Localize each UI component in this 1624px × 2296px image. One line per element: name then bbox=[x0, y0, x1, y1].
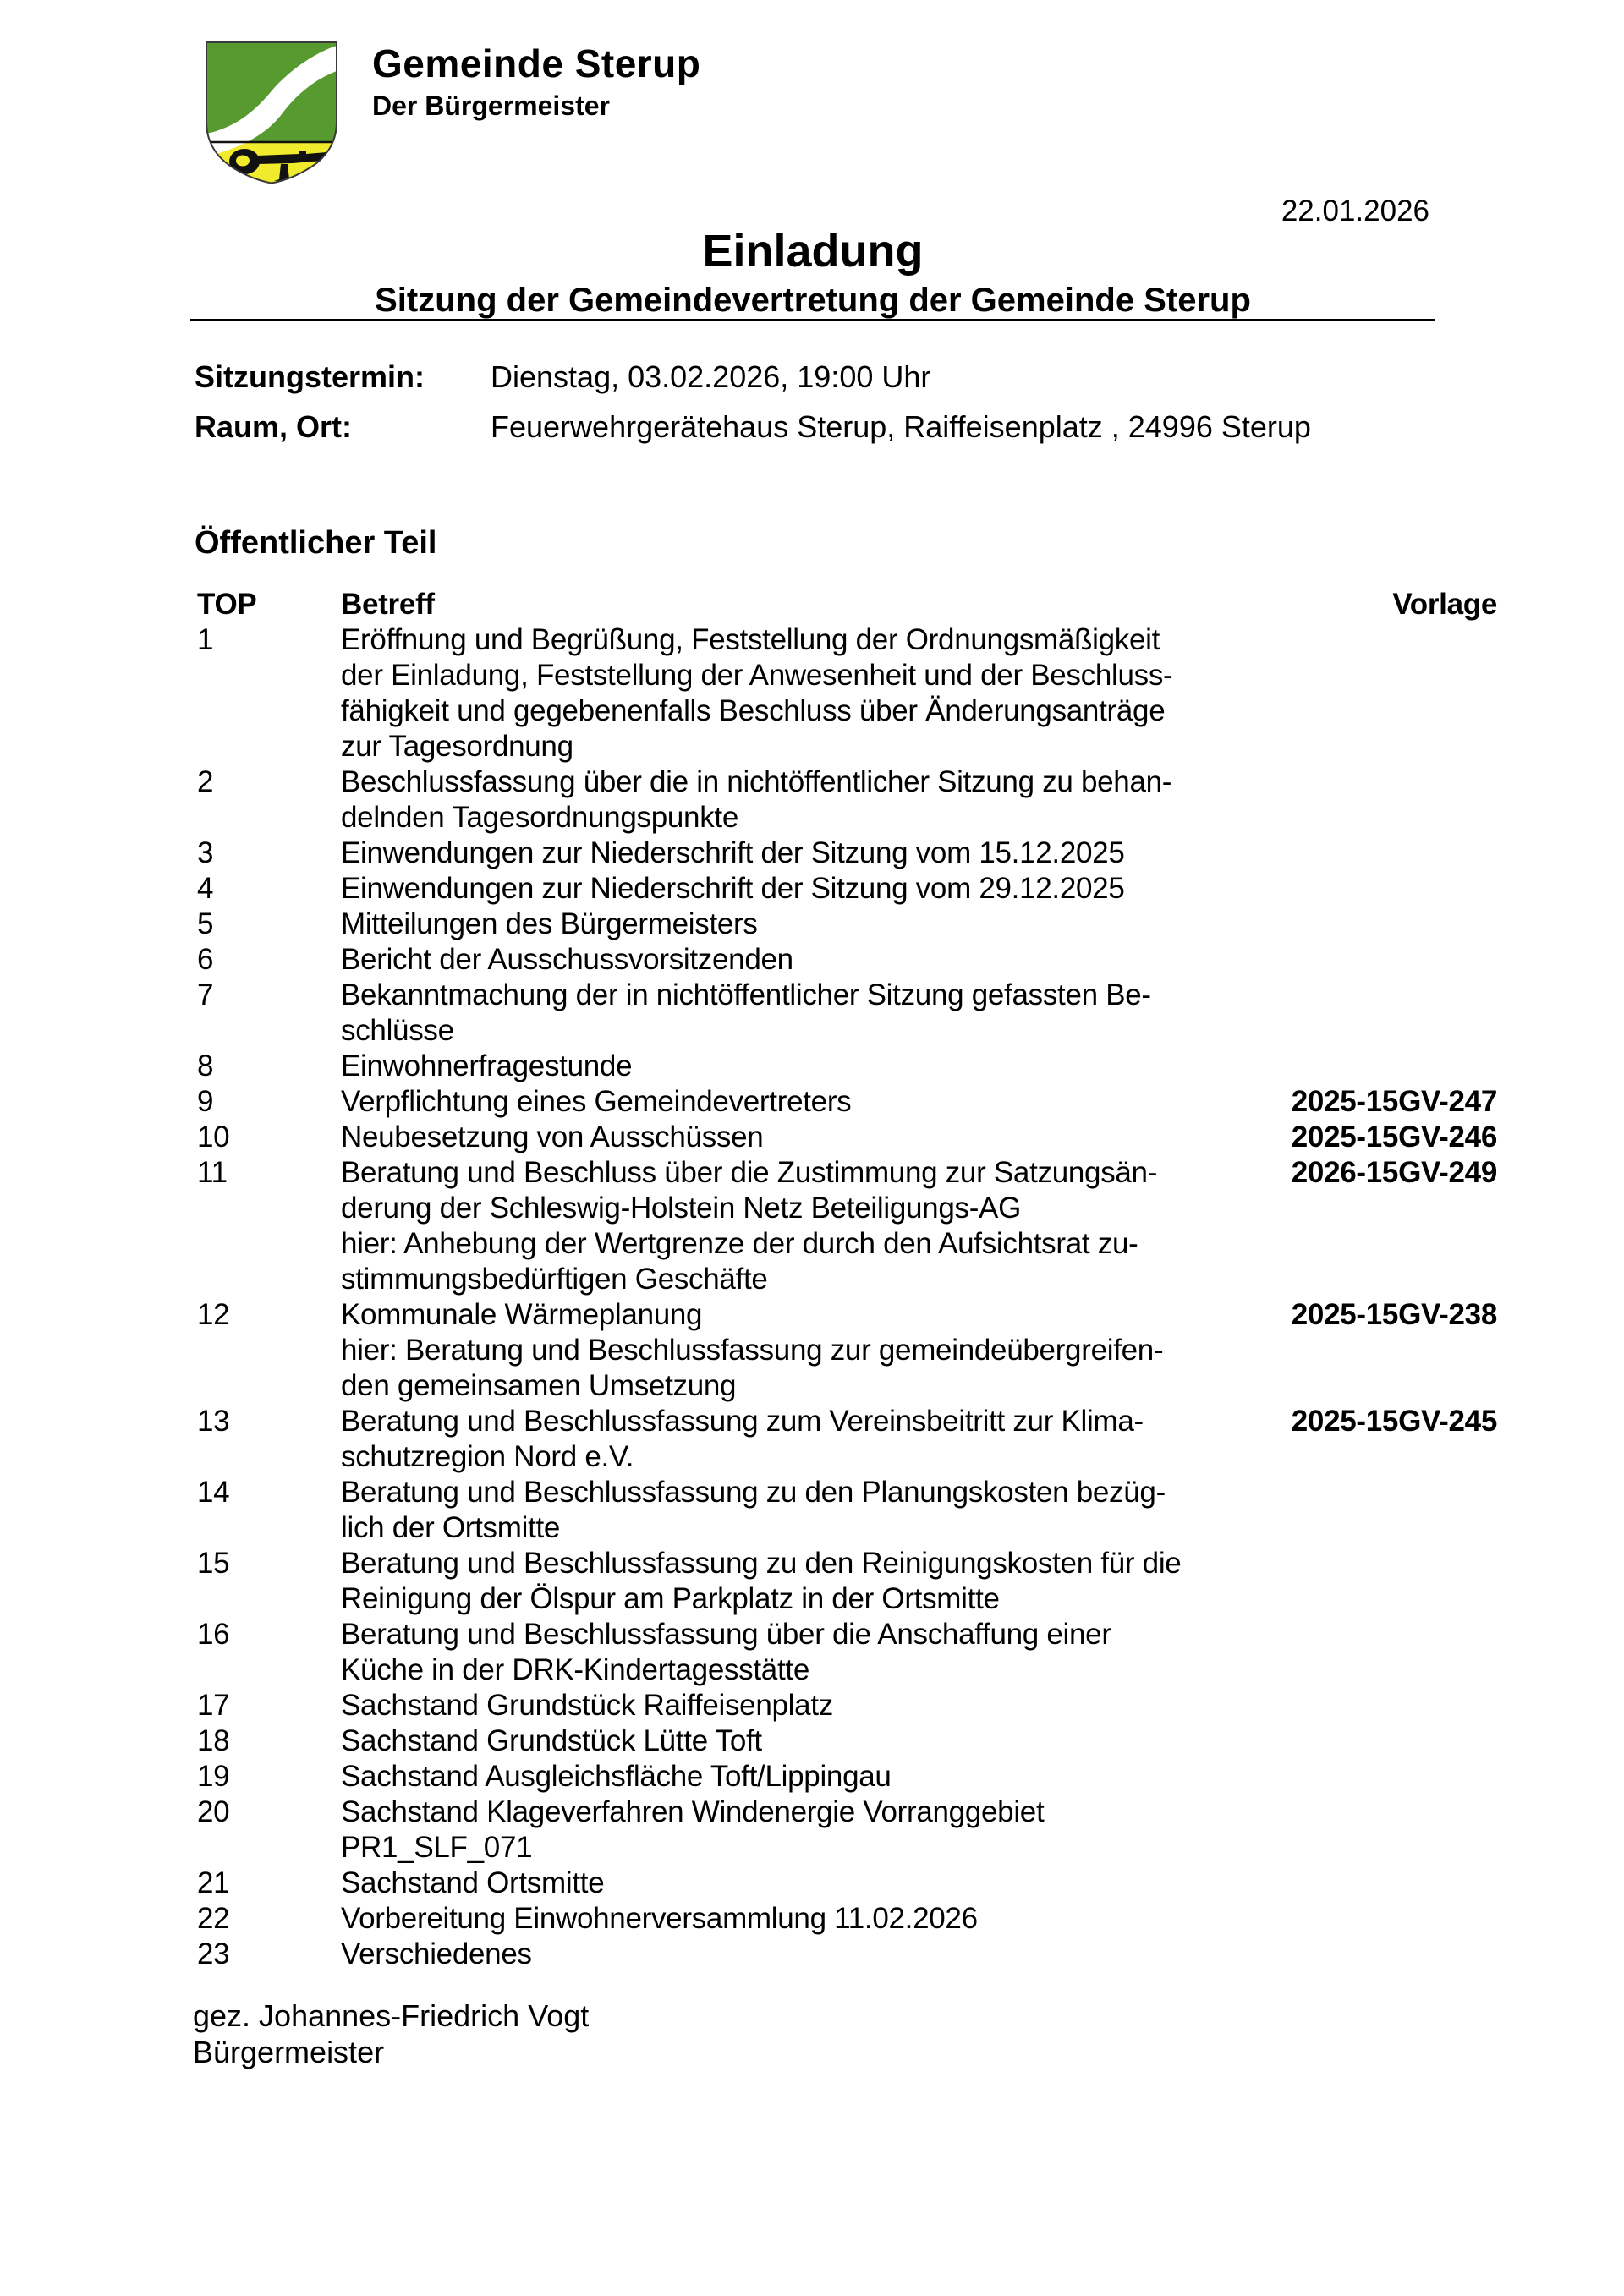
agenda-row bbox=[197, 1155, 1497, 1297]
meta-value: Dienstag, 03.02.2026, 19:00 Uhr bbox=[491, 359, 931, 394]
agenda-row bbox=[197, 1866, 1497, 1901]
agenda-subject-line: schlüsse bbox=[341, 1014, 454, 1047]
agenda-subject-line: fähigkeit und gegebenenfalls Beschluss über Änderungsanträge bbox=[341, 694, 1166, 727]
agenda-item-subject bbox=[341, 1759, 1286, 1795]
agenda-item-subject bbox=[341, 836, 1286, 871]
agenda-item-number: 5 bbox=[197, 907, 214, 940]
agenda-item-number: 12 bbox=[197, 1298, 230, 1331]
agenda-subject-line: Sachstand Grundstück Raiffeisenplatz bbox=[341, 1689, 833, 1722]
agenda-item-subject bbox=[341, 907, 1286, 942]
agenda-item-number: 21 bbox=[197, 1866, 230, 1899]
agenda-row bbox=[197, 622, 1497, 764]
agenda-row bbox=[197, 1546, 1497, 1617]
agenda-row bbox=[197, 978, 1497, 1049]
agenda-row bbox=[197, 836, 1497, 871]
agenda-subject-line: Beratung und Beschluss über die Zustimmung zur Satzungsän- bbox=[341, 1156, 1158, 1189]
agenda-subject-line: hier: Beratung und Beschlussfassung zur gemeindeübergreifen- bbox=[341, 1334, 1164, 1367]
org-role: Der Bürgermeister bbox=[372, 90, 610, 121]
agenda-item-number: 18 bbox=[197, 1724, 230, 1757]
letterhead bbox=[372, 42, 700, 121]
agenda-subject-line: Einwendungen zur Niederschrift der Sitzung vom 15.12.2025 bbox=[341, 836, 1125, 869]
agenda-subject-line: stimmungsbedürftigen Geschäfte bbox=[341, 1263, 768, 1296]
agenda-item-subject bbox=[341, 1404, 1286, 1475]
agenda-item-number: 10 bbox=[197, 1121, 230, 1153]
agenda-item-subject bbox=[341, 1546, 1286, 1617]
agenda-subject-line: zur Tagesordnung bbox=[341, 730, 573, 763]
agenda-item-vorlage: 2026-15GV-249 bbox=[1291, 1156, 1497, 1189]
title-rule bbox=[190, 319, 1435, 321]
agenda-subject-line: Mitteilungen des Bürgermeisters bbox=[341, 907, 758, 940]
agenda-row bbox=[197, 1901, 1497, 1937]
agenda-row bbox=[197, 1688, 1497, 1723]
agenda-subject-line: schutzregion Nord e.V. bbox=[341, 1440, 634, 1473]
agenda-subject-line: Bericht der Ausschussvorsitzenden bbox=[341, 943, 793, 976]
agenda-item-subject bbox=[341, 1120, 1286, 1155]
agenda-col-header-subject: Betreff bbox=[341, 588, 435, 621]
agenda-item-subject bbox=[341, 1866, 1286, 1901]
agenda-subject-line: Verschiedenes bbox=[341, 1937, 532, 1970]
agenda-item-number: 11 bbox=[197, 1156, 228, 1189]
document-title: Einladung bbox=[702, 226, 924, 277]
agenda-item-number: 19 bbox=[197, 1760, 230, 1793]
agenda-col-header-top: TOP bbox=[197, 588, 257, 621]
agenda-subject-line: Neubesetzung von Ausschüssen bbox=[341, 1121, 764, 1153]
agenda-row bbox=[197, 907, 1497, 942]
agenda-subject-line: Sachstand Ausgleichsfläche Toft/Lippingau bbox=[341, 1760, 892, 1793]
section-title-public-part: Öffentlicher Teil bbox=[195, 525, 437, 561]
municipality-coat-of-arms-icon bbox=[200, 37, 343, 188]
agenda-item-vorlage: 2025-15GV-245 bbox=[1291, 1405, 1497, 1438]
agenda-item-subject bbox=[341, 1297, 1286, 1404]
agenda-row bbox=[197, 871, 1497, 907]
agenda-item-number: 17 bbox=[197, 1689, 230, 1722]
agenda-item-subject bbox=[341, 871, 1286, 907]
agenda-subject-line: PR1_SLF_071 bbox=[341, 1831, 533, 1864]
agenda-item-subject bbox=[341, 978, 1286, 1049]
coat-of-arms-svg bbox=[200, 37, 343, 188]
agenda-row bbox=[197, 1404, 1497, 1475]
org-name: Gemeinde Sterup bbox=[372, 41, 701, 85]
agenda-item-number: 9 bbox=[197, 1085, 214, 1118]
agenda-row bbox=[197, 1475, 1497, 1546]
agenda-row bbox=[197, 942, 1497, 978]
agenda-subject-line: den gemeinsamen Umsetzung bbox=[341, 1369, 737, 1402]
signature-role: Bürgermeister bbox=[193, 2035, 385, 2069]
agenda-rows bbox=[197, 622, 1497, 1972]
agenda-item-number: 15 bbox=[197, 1547, 230, 1580]
agenda-subject-line: Vorbereitung Einwohnerversammlung 11.02.2026 bbox=[341, 1902, 978, 1935]
agenda-row bbox=[197, 1759, 1497, 1795]
agenda-item-subject bbox=[341, 1901, 1286, 1937]
agenda-row bbox=[197, 764, 1497, 836]
agenda-subject-line: Beratung und Beschlussfassung zum Vereinsbeitritt zur Klima- bbox=[341, 1405, 1144, 1438]
agenda-item-subject bbox=[341, 1049, 1286, 1084]
agenda-subject-line: Beschlussfassung über die in nichtöffentlicher Sitzung zu behan- bbox=[341, 765, 1172, 798]
agenda-subject-line: Beratung und Beschlussfassung zu den Planungskosten bezüg- bbox=[341, 1476, 1166, 1509]
agenda-row bbox=[197, 1617, 1497, 1688]
agenda-item-subject bbox=[341, 1937, 1286, 1972]
agenda-item-subject bbox=[341, 622, 1286, 764]
agenda-item-number: 4 bbox=[197, 872, 214, 905]
agenda-item-number: 14 bbox=[197, 1476, 230, 1509]
agenda-row bbox=[197, 1795, 1497, 1866]
agenda-subject-line: Reinigung der Ölspur am Parkplatz in der Ortsmitte bbox=[341, 1582, 1000, 1615]
agenda-row bbox=[197, 1723, 1497, 1759]
agenda-item-subject bbox=[341, 1155, 1286, 1297]
agenda-subject-line: delnden Tagesordnungspunkte bbox=[341, 801, 738, 834]
agenda-row bbox=[197, 1049, 1497, 1084]
signature-block bbox=[193, 1997, 589, 2070]
agenda-row bbox=[197, 1937, 1497, 1972]
agenda-subject-line: derung der Schleswig-Holstein Netz Beteiligungs-AG bbox=[341, 1192, 1022, 1225]
meta-row-termin bbox=[195, 359, 1379, 396]
agenda-subject-line: Sachstand Grundstück Lütte Toft bbox=[341, 1724, 762, 1757]
meta-label: Raum, Ort: bbox=[195, 409, 353, 444]
agenda-item-number: 22 bbox=[197, 1902, 230, 1935]
agenda-subject-line: Einwohnerfragestunde bbox=[341, 1049, 633, 1082]
agenda-subject-line: Sachstand Klageverfahren Windenergie Vorranggebiet bbox=[341, 1795, 1045, 1828]
agenda-item-vorlage: 2025-15GV-246 bbox=[1291, 1121, 1497, 1153]
agenda-item-number: 7 bbox=[197, 978, 214, 1011]
agenda-item-number: 6 bbox=[197, 943, 214, 976]
agenda-subject-line: Einwendungen zur Niederschrift der Sitzung vom 29.12.2025 bbox=[341, 872, 1125, 905]
meta-label: Sitzungstermin: bbox=[195, 359, 425, 394]
agenda-subject-line: Eröffnung und Begrüßung, Feststellung der Ordnungsmäßigkeit bbox=[341, 623, 1160, 656]
agenda-item-subject bbox=[341, 1795, 1286, 1866]
agenda-item-subject bbox=[341, 1723, 1286, 1759]
agenda-header-row bbox=[197, 587, 1497, 622]
document-subtitle: Sitzung der Gemeindevertretung der Gemeinde Sterup bbox=[375, 282, 1251, 319]
meeting-meta bbox=[195, 359, 1379, 458]
title-block bbox=[190, 227, 1435, 320]
agenda-row bbox=[197, 1084, 1497, 1120]
agenda-item-number: 20 bbox=[197, 1795, 230, 1828]
agenda-item-number: 2 bbox=[197, 765, 214, 798]
agenda-subject-line: Verpflichtung eines Gemeindevertreters bbox=[341, 1085, 852, 1118]
agenda-item-subject bbox=[341, 764, 1286, 836]
agenda-item-subject bbox=[341, 1475, 1286, 1546]
agenda-row bbox=[197, 1297, 1497, 1404]
agenda-item-vorlage: 2025-15GV-238 bbox=[1291, 1298, 1497, 1331]
agenda-col-header-vorlage: Vorlage bbox=[1392, 588, 1497, 621]
meta-value: Feuerwehrgerätehaus Sterup, Raiffeisenplatz , 24996 Sterup bbox=[491, 409, 1311, 444]
agenda-item-subject bbox=[341, 942, 1286, 978]
agenda-subject-line: Sachstand Ortsmitte bbox=[341, 1866, 605, 1899]
document-date: 22.01.2026 bbox=[1281, 195, 1429, 227]
agenda-item-number: 1 bbox=[197, 623, 214, 656]
agenda-subject-line: Beratung und Beschlussfassung zu den Reinigungskosten für die bbox=[341, 1547, 1182, 1580]
agenda-subject-line: Beratung und Beschlussfassung über die Anschaffung einer bbox=[341, 1618, 1111, 1651]
agenda-item-number: 23 bbox=[197, 1937, 230, 1970]
agenda-item-subject bbox=[341, 1688, 1286, 1723]
agenda-subject-line: hier: Anhebung der Wertgrenze der durch den Aufsichtsrat zu- bbox=[341, 1227, 1138, 1260]
agenda-subject-line: Kommunale Wärmeplanung bbox=[341, 1298, 703, 1331]
agenda-item-vorlage: 2025-15GV-247 bbox=[1291, 1085, 1497, 1118]
agenda-item-number: 16 bbox=[197, 1618, 230, 1651]
agenda-item-number: 8 bbox=[197, 1049, 214, 1082]
agenda-item-subject bbox=[341, 1617, 1286, 1688]
agenda-subject-line: der Einladung, Feststellung der Anwesenheit und der Beschluss- bbox=[341, 659, 1173, 692]
meta-row-ort bbox=[195, 408, 1379, 446]
agenda-subject-line: Küche in der DRK-Kindertagesstätte bbox=[341, 1653, 809, 1686]
signature-name: gez. Johannes-Friedrich Vogt bbox=[193, 1998, 590, 2033]
agenda-item-number: 13 bbox=[197, 1405, 230, 1438]
agenda-subject-line: Bekanntmachung der in nichtöffentlicher Sitzung gefassten Be- bbox=[341, 978, 1151, 1011]
agenda-item-subject bbox=[341, 1084, 1286, 1120]
agenda-row bbox=[197, 1120, 1497, 1155]
agenda-table bbox=[197, 587, 1497, 1972]
agenda-subject-line: lich der Ortsmitte bbox=[341, 1511, 561, 1544]
agenda-item-number: 3 bbox=[197, 836, 214, 869]
